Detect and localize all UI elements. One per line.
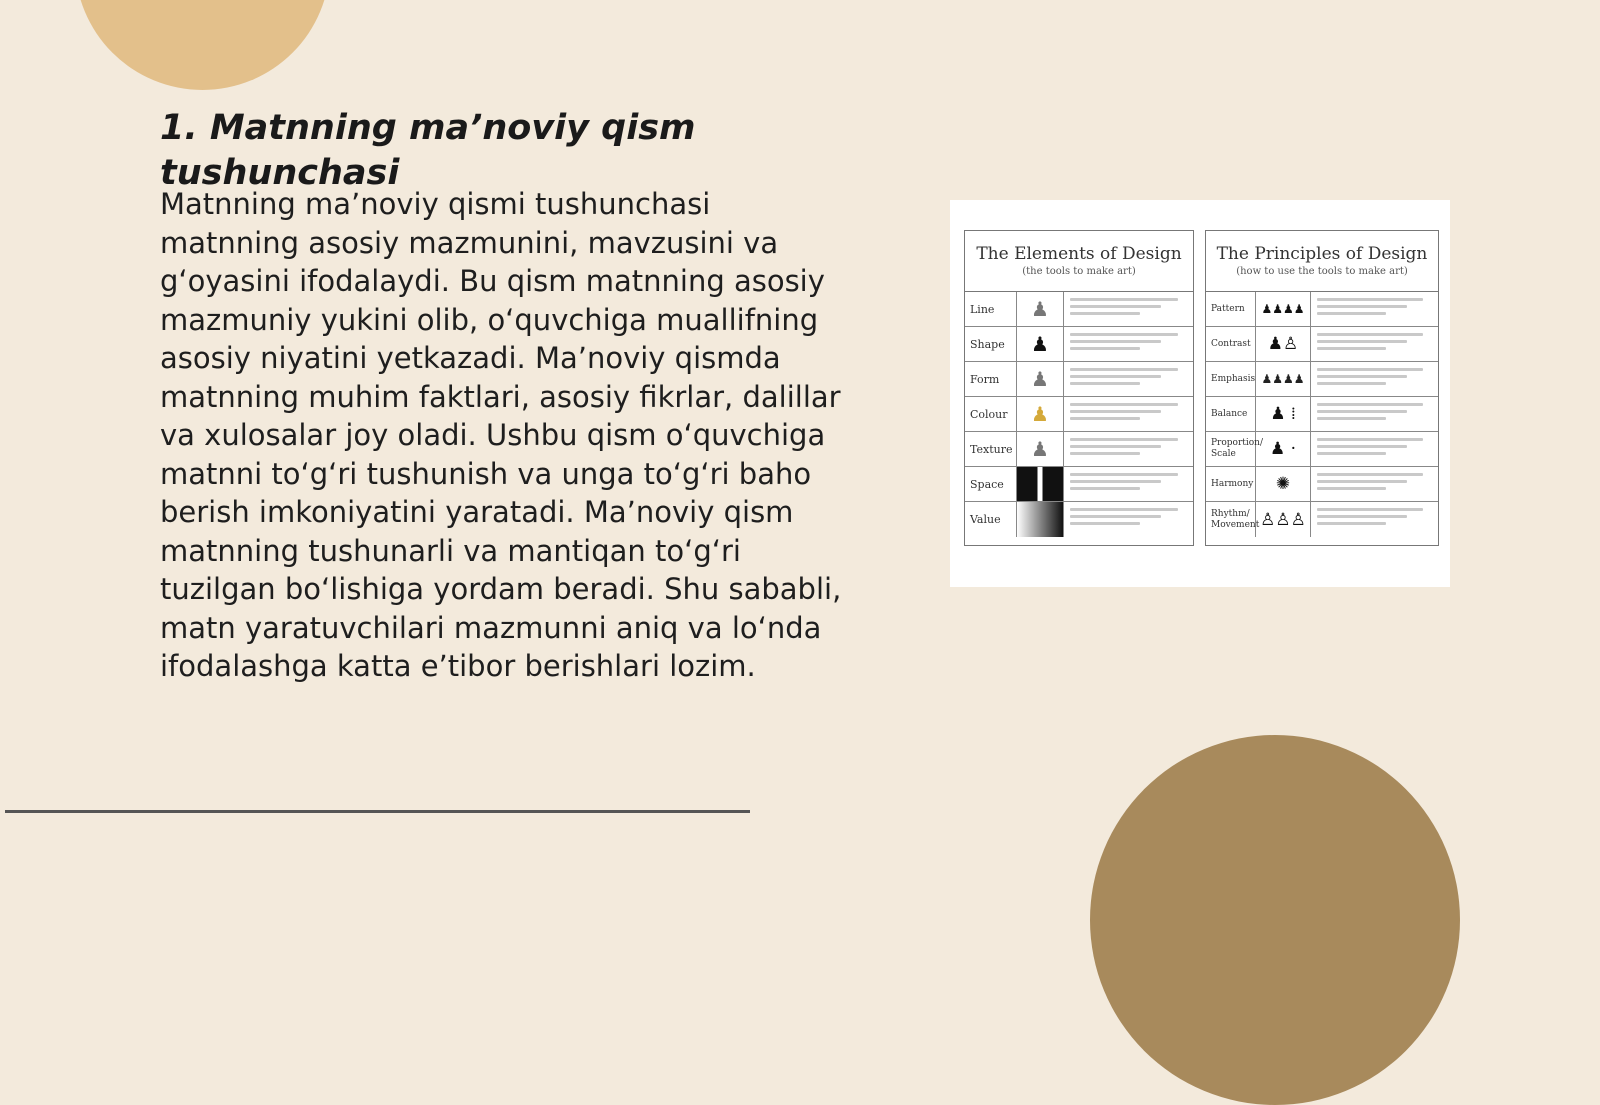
slide-title: 1. Matnning ma’noviy qism tushunchasi <box>160 108 696 193</box>
principle-row-description <box>1311 432 1438 466</box>
principles-of-design-panel <box>1205 230 1439 546</box>
element-row-label: Form <box>965 362 1017 396</box>
principle-figure-icon: ✺ <box>1256 467 1311 501</box>
element-row-description <box>1064 362 1193 396</box>
decorative-circle-top <box>75 0 330 90</box>
element-row-label: Line <box>965 292 1017 326</box>
principle-row-description <box>1311 397 1438 431</box>
element-figure-icon: ♟ <box>1017 292 1064 326</box>
principle-row <box>1206 362 1438 397</box>
principle-figure-icon: ♟ · <box>1256 432 1311 466</box>
element-row <box>965 362 1193 397</box>
decorative-circle-bottom <box>1090 735 1460 1105</box>
principle-figure-icon: ♙♙♙ <box>1256 502 1311 537</box>
principle-row <box>1206 327 1438 362</box>
elements-panel-header <box>965 231 1193 292</box>
principles-panel-title: The Principles of Design <box>1216 244 1428 264</box>
element-row-description <box>1064 292 1193 326</box>
elements-panel-title: The Elements of Design <box>976 244 1182 264</box>
elements-panel-subtitle: (the tools to make art) <box>1022 266 1136 277</box>
principle-row <box>1206 467 1438 502</box>
element-row <box>965 397 1193 432</box>
element-row-label: Shape <box>965 327 1017 361</box>
element-row-label: Colour <box>965 397 1017 431</box>
principle-row <box>1206 502 1438 537</box>
principle-row <box>1206 432 1438 467</box>
principle-row <box>1206 397 1438 432</box>
element-row-label: Space <box>965 467 1017 501</box>
principle-row-label: Balance <box>1206 397 1256 431</box>
element-row-description <box>1064 432 1193 466</box>
design-elements-principles-figure <box>950 200 1450 587</box>
principle-figure-icon: ♟♟♟♟ <box>1256 292 1311 326</box>
element-figure-icon: ♟ <box>1017 397 1064 431</box>
elements-of-design-panel <box>964 230 1194 546</box>
element-row <box>965 292 1193 327</box>
principle-row-description <box>1311 292 1438 326</box>
element-row-description <box>1064 502 1193 537</box>
principle-row-description <box>1311 362 1438 396</box>
element-row-description <box>1064 397 1193 431</box>
element-row <box>965 467 1193 502</box>
principle-row-label: Emphasis <box>1206 362 1256 396</box>
principles-panel-subtitle: (how to use the tools to make art) <box>1236 266 1408 277</box>
principle-row-label: Proportion/ Scale <box>1206 432 1256 466</box>
principle-row-description <box>1311 467 1438 501</box>
element-row <box>965 327 1193 362</box>
element-row-description <box>1064 327 1193 361</box>
element-row <box>965 432 1193 467</box>
principle-figure-icon: ♟♙ <box>1256 327 1311 361</box>
principle-row-label: Pattern <box>1206 292 1256 326</box>
principle-row-description <box>1311 327 1438 361</box>
element-figure-icon <box>1017 502 1064 537</box>
element-figure-icon: ♟ <box>1017 362 1064 396</box>
principles-panel-header <box>1206 231 1438 292</box>
element-row-description <box>1064 467 1193 501</box>
principle-row-label: Contrast <box>1206 327 1256 361</box>
principle-figure-icon: ♟ ⁞ <box>1256 397 1311 431</box>
slide-body-text: Matnning ma’noviy qismi tushunchasi matnning asosiy mazmunini, mavzusini va g‘oyasini ifodalaydi. Bu qism matnning asosiy mazmuniy yukini olib, o‘quvchiga muallifning asosiy niyatini yetkazadi. Ma’noviy qismda matnning muhim faktlari, asosiy fikrlar, dalillar va xulosalar joy oladi. Ushbu qism o‘quvchiga matnni to‘g‘ri tushunish va unga to‘g‘ri baho berish imkoniyatini yaratadi. Ma’noviy qism matnning tushunarli va mantiqan to‘g‘ri tuzilgan bo‘lishiga yordam beradi. Shu sababli, matn yaratuvchilari mazmunni aniq va lo‘nda ifodalashga katta e’tibor berishlari lozim. <box>160 187 842 683</box>
principle-row <box>1206 292 1438 327</box>
principle-row-label: Rhythm/ Movement <box>1206 502 1256 537</box>
element-figure-icon <box>1017 467 1064 501</box>
element-figure-icon: ♟ <box>1017 327 1064 361</box>
element-row-label: Texture <box>965 432 1017 466</box>
divider-line <box>5 810 750 813</box>
element-row-label: Value <box>965 502 1017 537</box>
element-figure-icon: ♟ <box>1017 432 1064 466</box>
principle-row-description <box>1311 502 1438 537</box>
principle-row-label: Harmony <box>1206 467 1256 501</box>
element-row <box>965 502 1193 537</box>
principle-figure-icon: ♟♟♟♟ <box>1256 362 1311 396</box>
